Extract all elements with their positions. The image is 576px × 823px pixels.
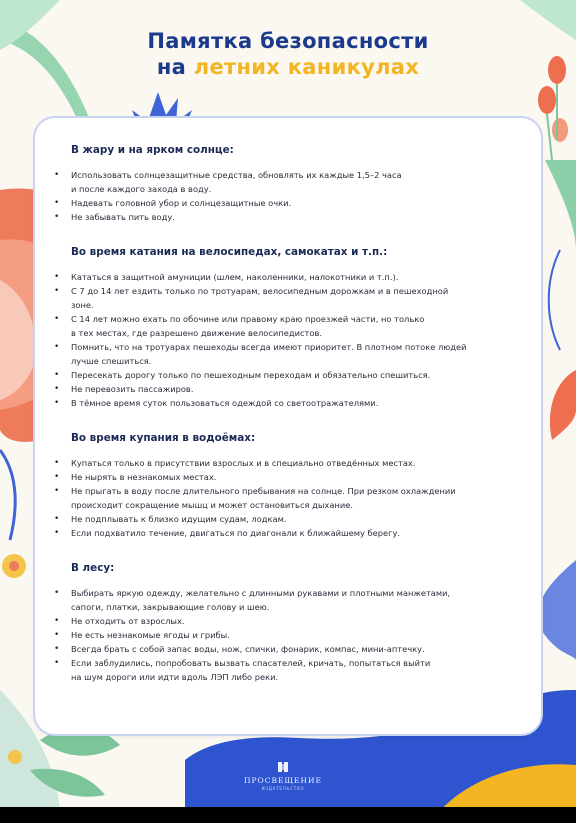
title-line-2-part-2: летних каникулах bbox=[193, 55, 420, 79]
list-item: • С 7 до 14 лет ездить только по тротуарам, велосипедным дорожкам и в пешеходной bbox=[71, 284, 521, 298]
title-line-2 bbox=[0, 54, 576, 80]
section-heading: В лесу: bbox=[71, 562, 115, 574]
publisher-emblem-icon bbox=[276, 760, 290, 774]
section-list bbox=[71, 456, 521, 540]
screen-bottom-bar bbox=[0, 807, 576, 823]
list-item: • Не нырять в незнакомых местах. bbox=[71, 470, 521, 484]
section-heading: В жару и на ярком солнце: bbox=[71, 144, 234, 156]
list-item: • Если заблудились, попробовать вызвать спасателей, кричать, попытаться выйти bbox=[71, 656, 521, 670]
title-line-2-part-1: на bbox=[156, 55, 187, 79]
publisher-subtitle: ИЗДАТЕЛЬСТВО bbox=[261, 786, 305, 791]
list-item-continuation: на шум дороги или идти вдоль ЛЭП либо реки. bbox=[71, 672, 279, 682]
list-item: • Не отходить от взрослых. bbox=[71, 614, 521, 628]
list-item: • Всегда брать с собой запас воды, нож, спички, фонарик, компас, мини-аптечку. bbox=[71, 642, 521, 656]
list-item: • Если подхватило течение, двигаться по диагонали к ближайшему берегу. bbox=[71, 526, 521, 540]
section-forest bbox=[71, 561, 521, 684]
list-item: • Не перевозить пассажиров. bbox=[71, 382, 521, 396]
section-list bbox=[71, 586, 521, 684]
list-item: • Помнить, что на тротуарах пешеходы всегда имеют приоритет. В плотном потоке людей bbox=[71, 340, 521, 354]
list-item: • Использовать солнцезащитные средства, обновлять их каждые 1,5–2 часа bbox=[71, 168, 521, 182]
section-heat bbox=[71, 143, 521, 224]
list-item: • Не забывать пить воду. bbox=[71, 210, 521, 224]
list-item: • Кататься в защитной амуниции (шлем, наколенники, налокотники и т.п.). bbox=[71, 270, 521, 284]
list-item: • С 14 лет можно ехать по обочине или правому краю проезжей части, но только bbox=[71, 312, 521, 326]
list-item: • Не прыгать в воду после длительного пребывания на солнце. При резком охлаждении bbox=[71, 484, 521, 498]
list-item: • В тёмное время суток пользоваться одеждой со светоотражателями. bbox=[71, 396, 521, 410]
title-line-1: Памятка безопасности bbox=[147, 29, 429, 53]
list-item: • Надевать головной убор и солнцезащитные очки. bbox=[71, 196, 521, 210]
publisher-name: ПРОСВЕЩЕНИЕ bbox=[243, 776, 323, 785]
list-item: • Не подплывать к близко идущим судам, лодкам. bbox=[71, 512, 521, 526]
list-item-continuation: происходит сокращение мышц и может остановиться дыхание. bbox=[71, 500, 353, 510]
section-list bbox=[71, 270, 521, 410]
list-item: • Купаться только в присутствии взрослых и в специально отведённых местах. bbox=[71, 456, 521, 470]
list-item-continuation: и после каждого захода в воду. bbox=[71, 184, 212, 194]
section-cycling bbox=[71, 245, 521, 410]
section-heading: Во время катания на велосипедах, самокатах и т.п.: bbox=[71, 246, 388, 258]
section-swimming bbox=[71, 431, 521, 540]
page-title bbox=[0, 28, 576, 80]
publisher-logo bbox=[230, 760, 336, 791]
list-item: • Выбирать яркую одежду, желательно с длинными рукавами и плотными манжетами, bbox=[71, 586, 521, 600]
section-list bbox=[71, 168, 521, 224]
list-item: • Не есть незнакомые ягоды и грибы. bbox=[71, 628, 521, 642]
list-item-continuation: зоне. bbox=[71, 300, 94, 310]
section-heading: Во время купания в водоёмах: bbox=[71, 432, 256, 444]
list-item-continuation: сапоги, платки, закрывающие голову и шею. bbox=[71, 602, 270, 612]
list-item-continuation: в тех местах, где разрешено движение велосипедистов. bbox=[71, 328, 322, 338]
list-item-continuation: лучше спешиться. bbox=[71, 356, 152, 366]
memo-content bbox=[71, 143, 521, 684]
list-item: • Пересекать дорогу только по пешеходным переходам и обязательно спешиться. bbox=[71, 368, 521, 382]
